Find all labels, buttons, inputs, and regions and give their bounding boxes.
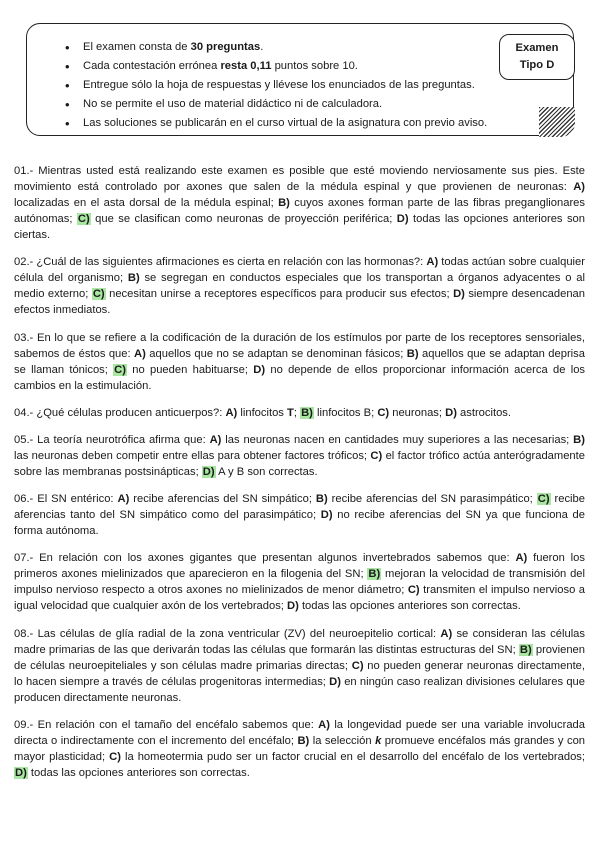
question-text: no pueden generar neuronas directamente, lo hacen siempre a través de células progenitoras intermedias; [14,659,586,688]
highlighted-answer-option: C) [537,493,550,506]
option-letter: A) [134,347,146,360]
highlighted-answer-option: C) [92,288,105,301]
question-text: ; [293,406,301,419]
instructions-box [26,23,574,136]
question-text: cuyos axones forman parte de las fibras preganglionares autónomas; [14,197,585,226]
question-text: El SN entérico: [33,493,118,506]
question-text: las neuronas nacen en cantidades muy superiores a las necesarias; [221,433,574,446]
highlighted-answer-option: D) [202,465,215,478]
question-text: no recibe aferencias del SN ya que funciona de forma autónoma. [14,509,585,538]
question-text: recibe aferencias tanto del SN simpático como del parasimpático; [14,493,585,522]
question-text: transmiten el impulso nervioso a igual velocidad que cualquier axón de los vertebrados; [14,584,585,613]
question-number: 02.- [14,256,34,269]
question-text: no pueden habituarse; [126,363,254,376]
badge-line-1: Examen [515,42,559,54]
instruction-text-tail: puntos sobre 10. [271,60,358,72]
option-letter: D) [396,213,409,226]
question-item [14,432,585,480]
option-letter: C) [109,750,121,763]
option-letter: B) [297,734,310,747]
option-letter: B) [127,272,140,285]
instruction-emphasis: 30 preguntas [190,41,261,53]
question-item [14,405,585,421]
question-text: la homeotermia pudo ser un factor crucial en el desarrollo del encéfalo de los vertebrados; [120,750,585,763]
option-letter: C) [377,406,390,419]
instructions-list [61,38,487,133]
question-text: se segregan en conductos especiales que los transportan a órganos adyacentes o al medio externo; [14,272,585,301]
instruction-text: Entregue sólo la hoja de respuestas y llévese los enunciados de las preguntas. [83,79,475,91]
highlighted-answer-option: D) [15,766,27,779]
option-letter: B) [278,197,290,210]
question-item [14,254,585,318]
question-item [14,330,585,394]
question-number: 05.- [14,433,34,446]
badge-line-2: Tipo D [519,59,555,71]
instruction-text: Cada contestación errónea [83,60,221,72]
option-letter: A) [426,256,439,269]
question-text: En relación con el tamaño del encéfalo sabemos que: [33,718,319,731]
option-letter: D) [287,600,299,613]
instruction-item [61,76,487,95]
question-text: en ningún caso realizan divisiones celulares que producen directamente neuronas. [14,675,585,704]
question-text: las neuronas deben competir entre ellas para obtener factores tróficos; [14,449,371,462]
question-text: localizadas en el asta dorsal de la médula espinal; [14,197,279,210]
option-letter: A) [573,181,585,194]
instruction-item [61,38,487,57]
option-letter: D) [329,675,341,688]
question-text: la longevidad puede ser una variable involucrada directa o indirectamente con el incremento del encéfalo; [14,718,585,747]
question-text: todas actúan sobre cualquier célula del organismo; [14,256,585,285]
option-letter: A) [225,406,238,419]
question-text: aquellos que se adaptan deprisa se llaman tónicos; [14,347,585,376]
question-item [14,717,585,781]
instruction-item [61,114,487,133]
option-letter: D) [253,363,266,376]
option-letter: k [375,734,382,747]
option-letter: B) [315,493,328,506]
option-letter: T [287,406,294,419]
option-letter: D) [320,509,333,522]
highlighted-answer-option: B) [368,568,381,581]
question-number: 01.- [14,165,34,178]
questions-list [14,152,585,789]
question-text: linfocitos [237,406,288,419]
question-text: Las células de glía radial de la zona ventricular (ZV) del neuroepitelio cortical: [33,627,441,640]
question-text: fueron los primeros axones mielinizados que aparecieron en la filogenia del SN; [14,552,585,581]
question-text: En relación con los axones gigantes que presentan algunos invertebrados sabemos que: [33,552,516,565]
question-text: todas las opciones anteriores son correctas. [298,600,521,613]
question-text: todas las opciones anteriores son correctas. [27,766,250,779]
question-number: 07.- [14,552,34,565]
instruction-text: El examen consta de [83,41,191,53]
highlighted-answer-option: C) [114,363,126,376]
option-letter: A) [318,718,330,731]
highlighted-answer-option: C) [77,213,90,226]
option-letter: C) [370,449,383,462]
question-text: no depende de ellos proporcionar información acerca de los cambios en la estimulación. [14,363,586,392]
question-text: A y B son correctas. [215,465,318,478]
highlighted-answer-option: B) [519,643,532,656]
question-item [14,491,585,539]
question-text: recibe aferencias del SN parasimpático; [327,493,537,506]
question-text: el factor trófico actúa anterógradamente sobre las membranas postsinápticas; [14,449,585,478]
question-item [14,626,585,706]
question-text: Mientras usted está realizando este examen es posible que esté moviendo nerviosamente sus pies. Este movimiento está controlado por axones que salen de la médula espinal y que provienen de neuronas: [14,165,585,194]
instruction-item [61,57,487,76]
question-text: promueve encéfalos más grandes y con mayor plasticidad; [14,734,586,763]
question-text: astrocitos. [456,406,512,419]
question-number: 03.- [14,331,34,344]
question-number: 09.- [14,718,34,731]
question-text: ¿Qué células producen anticuerpos?: [33,406,226,419]
instruction-emphasis: resta 0,11 [220,60,272,72]
question-text: linfocitos B; [313,406,378,419]
option-letter: A) [440,627,453,640]
question-number: 04.- [14,406,34,419]
option-letter: D) [445,406,457,419]
instruction-text-tail: . [260,41,264,53]
question-item [14,163,585,243]
question-text: necesitan unirse a receptores específicos para producir sus efectos; [105,288,454,301]
option-letter: A) [515,552,528,565]
option-letter: A) [209,433,222,446]
question-item [14,550,585,614]
question-text: siempre desencadenan efectos inmediatos. [14,288,585,317]
question-text: la selección [309,734,376,747]
question-text: provienen de células neuroepiteliales y son células madre primarias directas; [14,643,585,672]
question-text: ¿Cuál de las siguientes afirmaciones es cierta en relación con las hormonas?: [33,256,427,269]
option-letter: B) [573,433,585,446]
option-letter: A) [117,493,130,506]
option-letter: B) [406,347,419,360]
question-text: recibe aferencias del SN simpático; [129,493,316,506]
instruction-text: Las soluciones se publicarán en el curso virtual de la asignatura con previo aviso. [83,117,488,129]
question-text: aquellos que no se adaptan se denominan fásicos; [145,347,407,360]
exam-type-badge [499,34,575,80]
instruction-text: No se permite el uso de material didáctico ni de calculadora. [83,98,383,110]
option-letter: D) [453,288,465,301]
question-number: 08.- [14,627,34,640]
highlighted-answer-option: B) [301,406,313,419]
question-text: neuronas; [389,406,446,419]
question-text: La teoría neurotrófica afirma que: [33,433,210,446]
question-number: 06.- [14,493,34,506]
question-text: que se clasifican como neuronas de proyección periférica; [90,213,397,226]
question-text: En lo que se refiere a la codificación de la duración de los estímulos por parte de los receptores sensoriales, sabemos de éstos que: [14,331,585,360]
hatched-corner-decoration [539,107,575,137]
option-letter: C) [351,659,364,672]
option-letter: C) [407,584,420,597]
instruction-item [61,95,487,114]
question-text: todas las opciones anteriores son ciertas. [14,213,585,242]
question-text: se consideran las células madre primarias de las que derivarán todas las células que formarán las distintas estructuras del SN; [14,627,586,656]
question-text: mejoran la velocidad de transmisión del impulso nervioso respecto a otros axones no mielinizados de menor diámetro; [14,568,585,597]
